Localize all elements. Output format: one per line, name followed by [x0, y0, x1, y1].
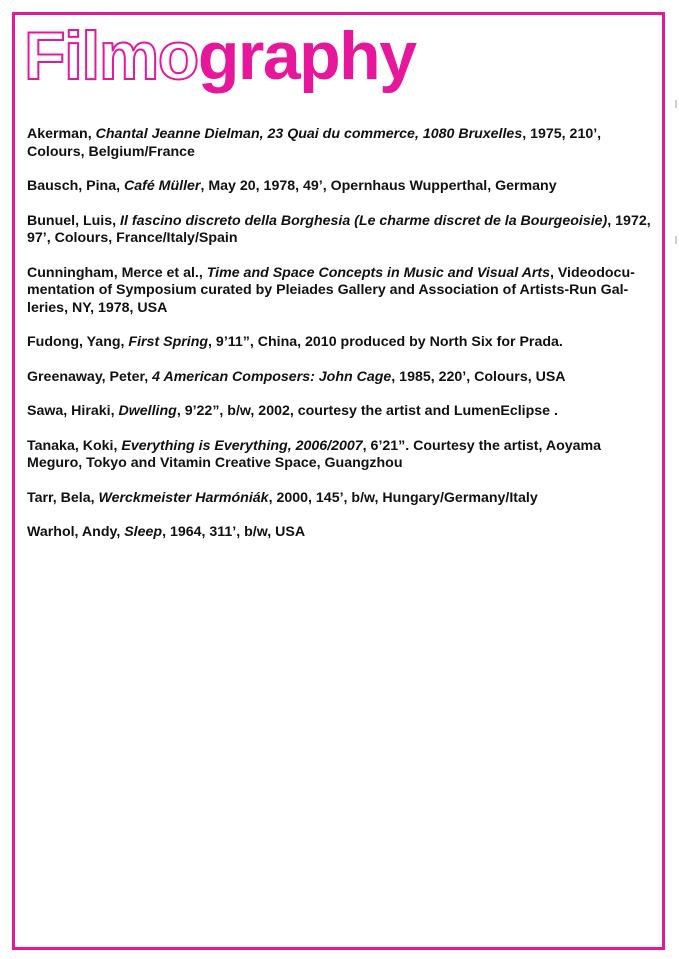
entry-author: Cunningham, Merce et al., — [27, 264, 207, 281]
entry-author: Bausch, Pina, — [27, 178, 124, 194]
title-outlined-part: Filmo — [24, 18, 198, 94]
entry-author: Akerman, — [27, 126, 96, 142]
film-entry — [27, 126, 653, 161]
film-entry — [27, 403, 653, 421]
entry-title: Time and Space Concepts in Music and Visual Arts — [206, 264, 550, 281]
entry-details: , 2000, 145’, b/w, Hungary/Germany/Italy — [268, 489, 538, 506]
entry-details: , 6’21”. Courtesy the artist, Aoyama Meguro, Tokyo and Vitamin Creative Space, Guangzhou — [27, 437, 602, 471]
entry-author: Fudong, Yang, — [27, 334, 129, 350]
film-entry — [27, 213, 653, 248]
entry-details: , 9’11”, China, 2010 produced by North Six for Prada. — [208, 334, 563, 350]
film-entry — [27, 265, 653, 318]
entry-title: Sleep — [124, 524, 163, 540]
entry-title: Werckmeister Harmóniák — [98, 489, 269, 506]
entry-title: Il fascino discreto della Borghesia (Le charme discret de la Bourgeoisie) — [120, 212, 608, 229]
film-entry — [27, 438, 653, 473]
entry-title: Chantal Jeanne Dielman, 23 Quai du commerce, 1080 Bruxelles — [95, 126, 523, 142]
entry-title: Café Müller — [123, 178, 201, 194]
entry-author: Greenaway, Peter, — [27, 368, 153, 385]
entry-title: First Spring — [128, 334, 209, 350]
film-entry — [27, 369, 653, 387]
entry-author: Warhol, Andy, — [27, 524, 125, 540]
film-entry — [27, 334, 653, 352]
entry-author: Tarr, Bela, — [27, 489, 99, 506]
film-entry — [27, 178, 653, 196]
entry-details: , 1964, 311’, b/w, USA — [162, 524, 306, 540]
entry-author: Bunuel, Luis, — [27, 212, 121, 229]
entry-details: , 9’22”, b/w, 2002, courtesy the artist and LumenEclipse . — [176, 403, 558, 419]
page-title — [24, 18, 416, 94]
entry-title: Dwelling — [118, 403, 177, 419]
film-entry — [27, 524, 653, 542]
entry-details: , May 20, 1978, 49’, Opernhaus Wupperthal, Germany — [200, 178, 557, 194]
entry-details: , 1985, 220’, Colours, USA — [391, 368, 566, 385]
entry-details: , 1975, 210’, Colours, Belgium/France — [27, 126, 602, 160]
entry-details: , Videodocumentation of Symposium curated by Pleiades Gallery and Association of Artists-Run Galleries, NY, 1978, USA — [27, 264, 635, 316]
film-entry — [27, 490, 653, 508]
entry-title: 4 American Composers: John Cage — [152, 368, 392, 385]
filmography-list — [27, 126, 653, 559]
edge-mark — [675, 236, 677, 244]
entry-title: Everything is Everything, 2006/2007 — [121, 437, 363, 454]
edge-mark — [675, 100, 677, 108]
title-filled-part: graphy — [197, 18, 416, 94]
entry-details: , 1972, 97’, Colours, France/Italy/Spain — [27, 212, 651, 246]
entry-author: Sawa, Hiraki, — [27, 403, 119, 419]
entry-author: Tanaka, Koki, — [27, 437, 122, 454]
